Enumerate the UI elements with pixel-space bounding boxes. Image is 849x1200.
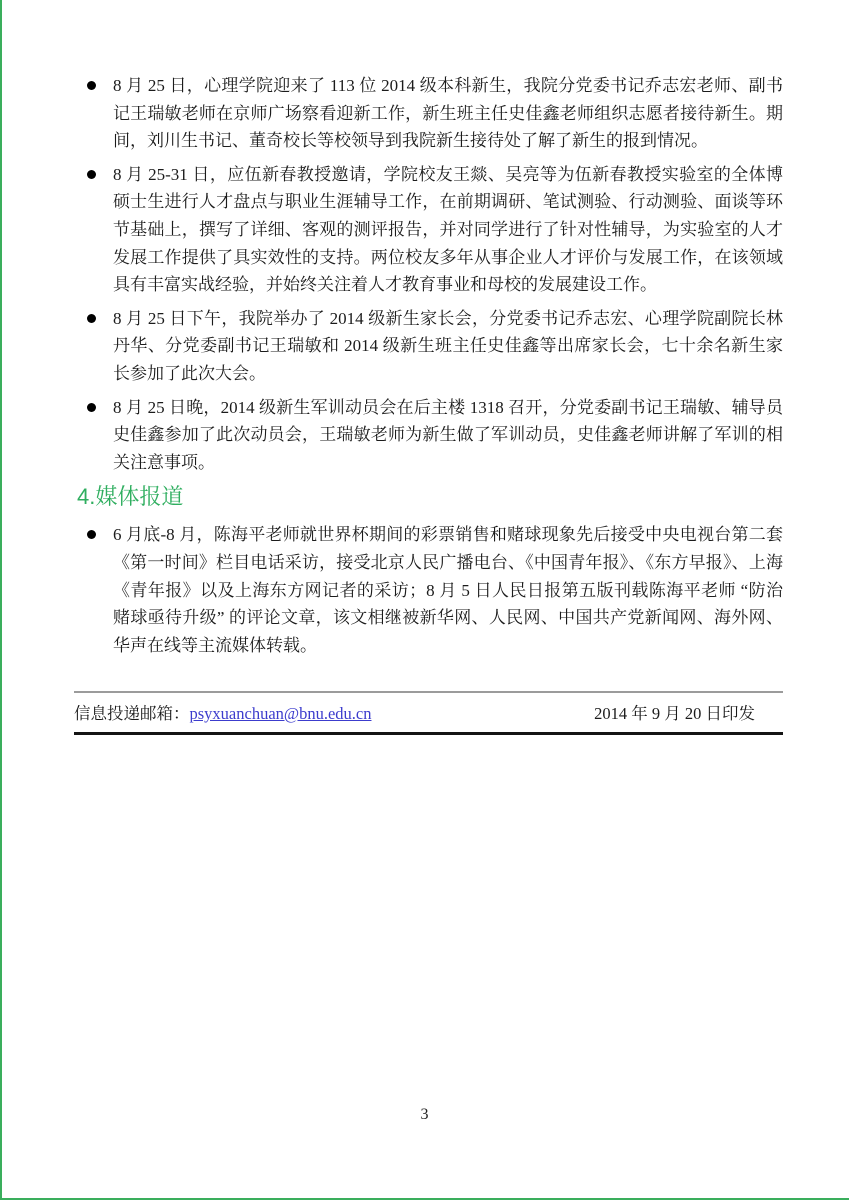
media-bullet-list <box>85 521 783 659</box>
news-item: 8 月 25-31 日，应伍新春教授邀请，学院校友王燚、吴亮等为伍新春教授实验室的全体博硕士生进行人才盘点与职业生涯辅导工作，在前期调研、笔试测验、行动测验、面谈等环节基础上，撰写了详细、客观的测评报告，并对同学进行了针对性辅导，为实验室的人才发展工作提供了具实效性的支持。两位校友多年从事企业人才评价与发展工作，在该领域具有丰富实战经验，并始终关注着人才教育事业和母校的发展建设工作。 <box>85 161 783 299</box>
news-item: 8 月 25 日，心理学院迎来了 113 位 2014 级本科新生，我院分党委书记乔志宏老师、副书记王瑞敏老师在京师广场察看迎新工作，新生班主任史佳鑫老师组织志愿者接待新生。期间，刘川生书记、董奇校长等校领导到我院新生接待处了解了新生的报到情况。 <box>85 72 783 155</box>
news-item: 8 月 25 日晚，2014 级新生军训动员会在后主楼 1318 召开，分党委副书记王瑞敏、辅导员史佳鑫参加了此次动员会，王瑞敏老师为新生做了军训动员，史佳鑫老师讲解了军训的相关注意事项。 <box>85 394 783 477</box>
page-footer <box>74 691 783 735</box>
news-bullet-list <box>85 72 783 476</box>
footer-divider-thin <box>74 691 783 693</box>
footer-email-label: 信息投递邮箱： <box>74 704 190 723</box>
news-item: 8 月 25 日下午，我院举办了 2014 级新生家长会，分党委书记乔志宏、心理学院副院长林丹华、分党委副书记王瑞敏和 2014 级新生班主任史佳鑫等出席家长会，七十余名新生家长参加了此次大会。 <box>85 305 783 388</box>
footer-divider-thick <box>74 732 783 735</box>
document-body <box>77 72 783 665</box>
section-heading-media-reports: 4.媒体报道 <box>77 484 184 510</box>
news-item: 6 月底-8 月，陈海平老师就世界杯期间的彩票销售和赌球现象先后接受中央电视台第二套《第一时间》栏目电话采访，接受北京人民广播电台、《中国青年报》、《东方早报》、上海《青年报》以及上海东方网记者的采访；8 月 5 日人民日报第五版刊载陈海平老师 “防治赌球亟待升级” 的评论文章，该文相继被新华网、人民网、中国共产党新闻网、海外网、华声在线等主流媒体转载。 <box>85 521 783 659</box>
page-left-border <box>0 0 2 1200</box>
footer-email-link[interactable]: psyxuanchuan@bnu.edu.cn <box>189 704 372 723</box>
footer-issue-date: 2014 年 9 月 20 日印发 <box>594 704 755 723</box>
page-number: 3 <box>420 1106 429 1123</box>
